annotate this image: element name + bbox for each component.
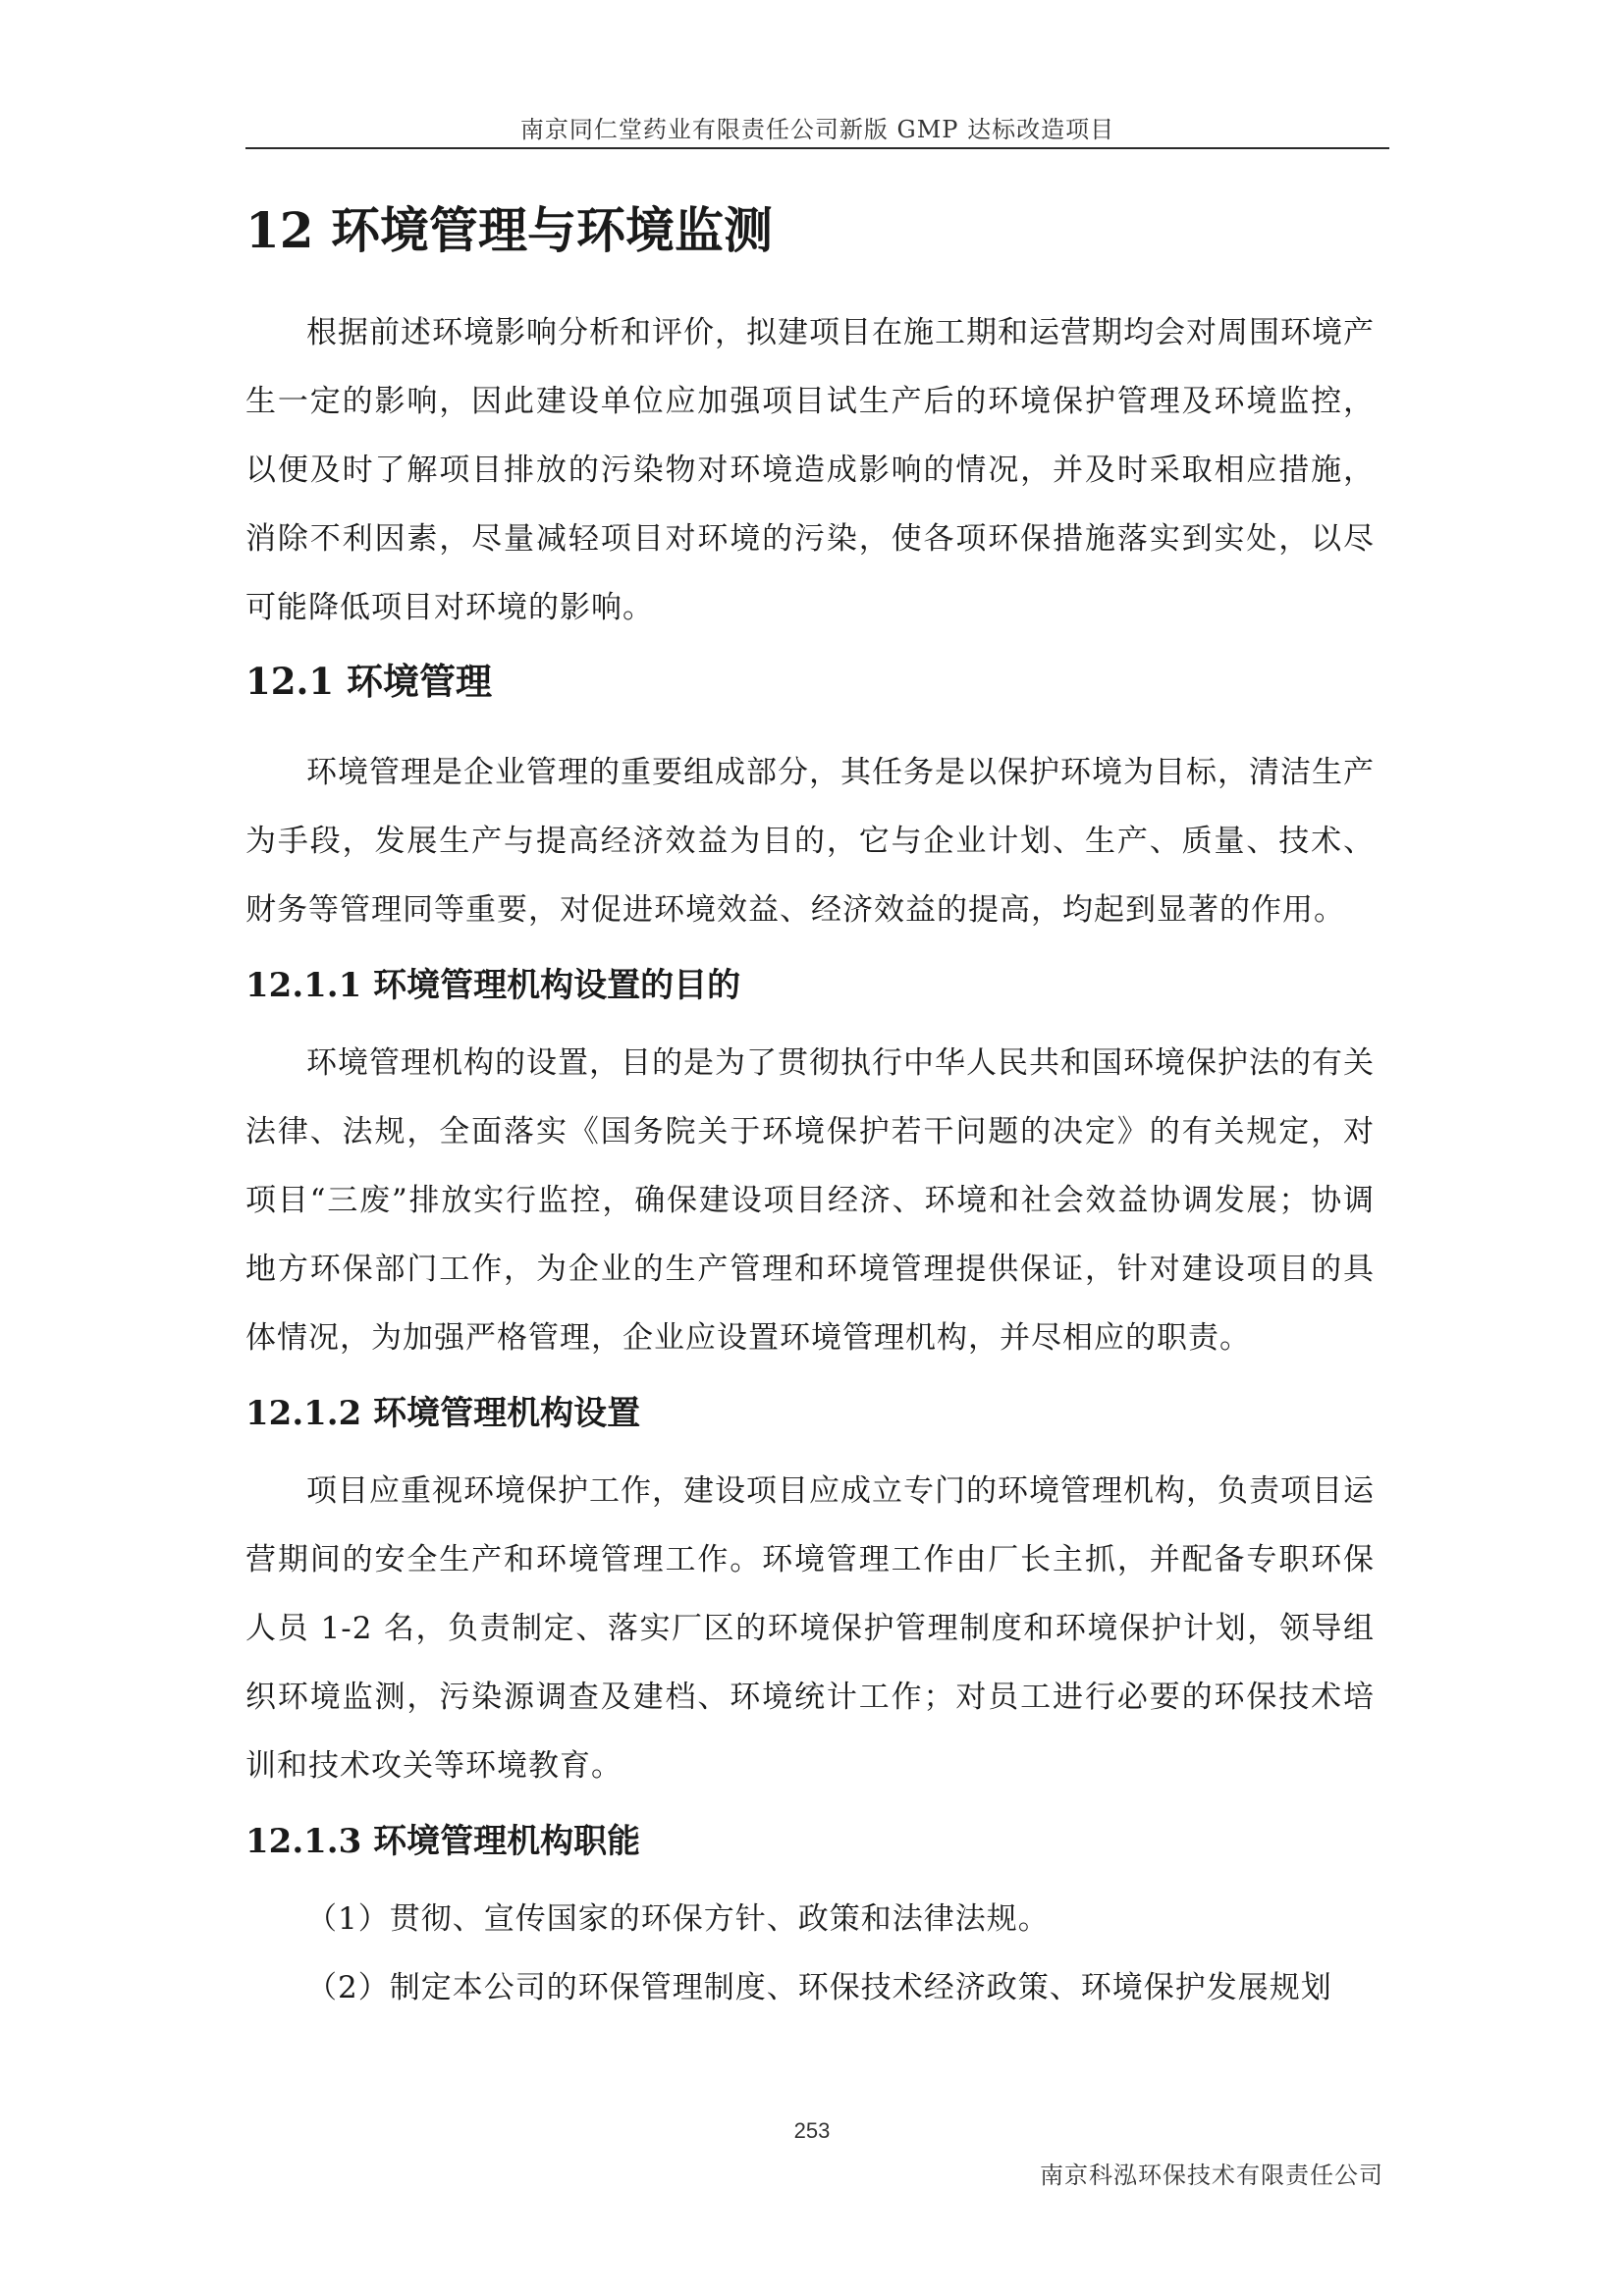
section-12-1-paragraph: 环境管理是企业管理的重要组成部分，其任务是以保护环境为目标，清洁生产为手段，发展生产与提高经济效益为目的，它与企业计划、生产、质量、技术、财务等管理同等重要，对促进环境效益、经济效益的提高，均起到显著的作用。 — [245, 755, 1375, 928]
list-item: （2）制定本公司的环保管理制度、环保技术经济政策、环境保护发展规划 — [306, 1970, 1332, 2005]
chapter-title: 12 环境管理与环境监测 — [245, 201, 773, 259]
chapter-intro-paragraph: 根据前述环境影响分析和评价，拟建项目在施工期和运营期均会对周围环境产生一定的影响，因此建设单位应加强项目试生产后的环境保护管理及环境监控，以便及时了解项目排放的污染物对环境造成影响的情况，并及时采取相应措施，消除不利因素，尽量减轻项目对环境的污染，使各项环保措施落实到实处，以尽可能降低项目对环境的影响。 — [245, 315, 1375, 625]
section-title-12-1-1: 12.1.1 环境管理机构设置的目的 — [245, 966, 741, 1005]
section-title-12-1: 12.1 环境管理 — [245, 660, 492, 703]
page-content — [245, 196, 1375, 2022]
header-divider — [245, 147, 1389, 149]
footer-company-name: 南京科泓环保技术有限责任公司 — [1040, 2162, 1383, 2189]
section-title-12-1-3: 12.1.3 环境管理机构职能 — [245, 1822, 641, 1861]
list-item: （1）贯彻、宣传国家的环保方针、政策和法律法规。 — [306, 1901, 1050, 1937]
section-12-1-2-paragraph: 项目应重视环境保护工作，建设项目应成立专门的环境管理机构，负责项目运营期间的安全生产和环境管理工作。环境管理工作由厂长主抓，并配备专职环保人员 1-2 名，负责制定、落实厂区的环境保护管理制度和环境保护计划，领导组织环境监测，污染源调查及建档、环境统计工作；对员工进行必要的环保技术培训和技术攻关等环境教育。 — [245, 1473, 1375, 1784]
section-12-1-1-paragraph: 环境管理机构的设置，目的是为了贯彻执行中华人民共和国环境保护法的有关法律、法规，全面落实《国务院关于环境保护若干问题的决定》的有关规定，对项目“三废”排放实行监控，确保建设项目经济、环境和社会效益协调发展；协调地方环保部门工作，为企业的生产管理和环境管理提供保证，针对建设项目的具体情况，为加强严格管理，企业应设置环境管理机构，并尽相应的职责。 — [245, 1045, 1375, 1356]
section-title-12-1-2: 12.1.2 环境管理机构设置 — [245, 1394, 641, 1433]
page-number: 253 — [793, 2118, 831, 2143]
running-header: 南京同仁堂药业有限责任公司新版 GMP 达标改造项目 — [519, 116, 1115, 143]
